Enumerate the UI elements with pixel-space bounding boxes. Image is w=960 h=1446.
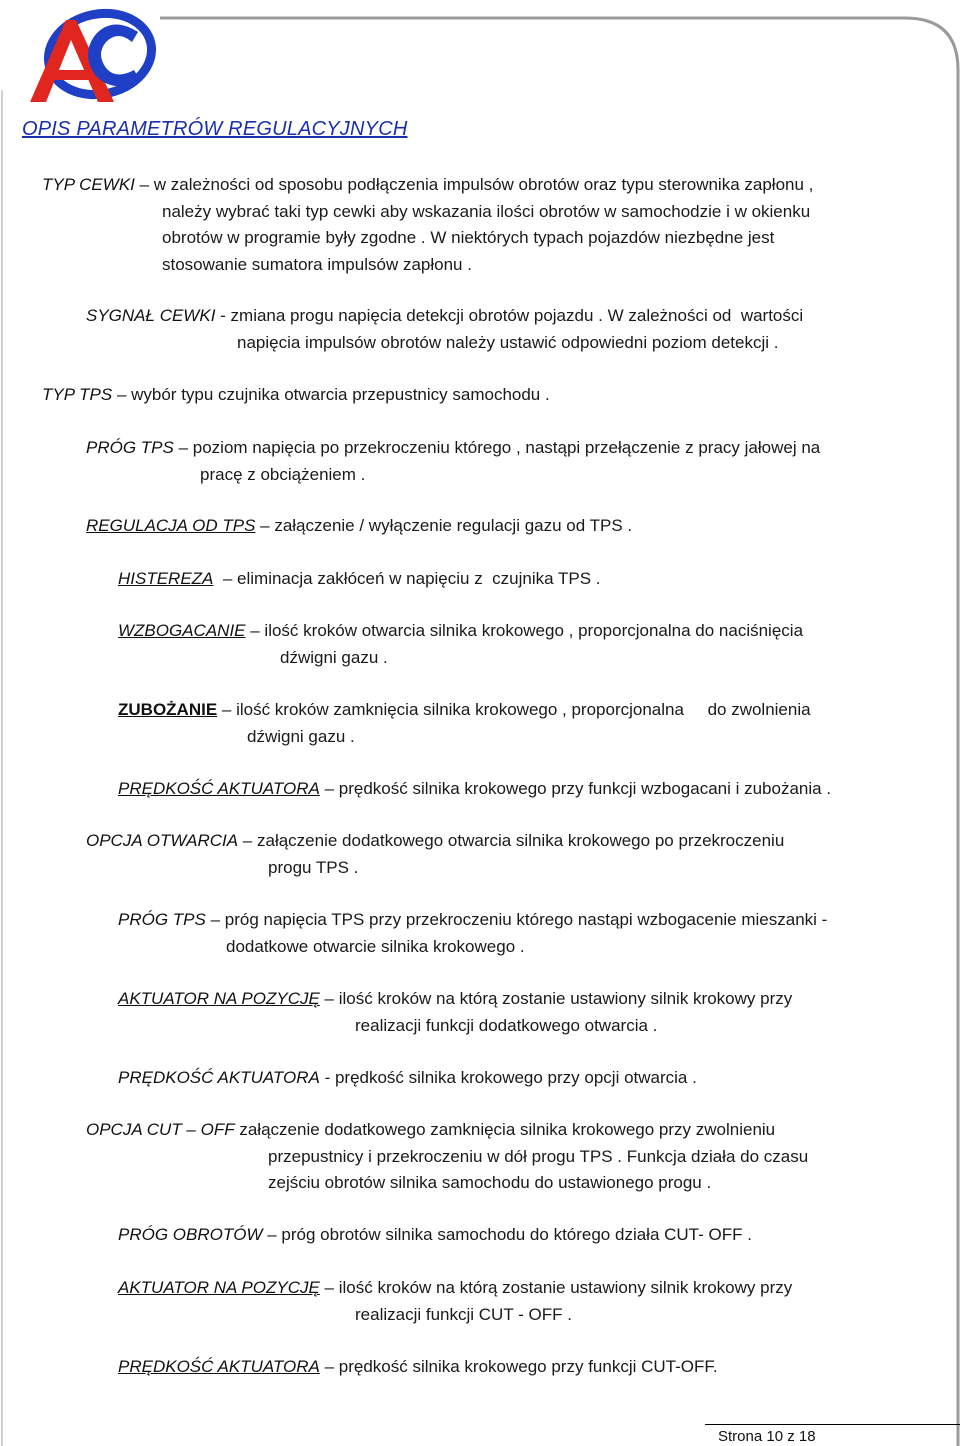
parameter-term: OPCJA CUT – OFF [86,1120,235,1139]
parameter-description: prędkość silnika krokowego przy funkcji CUT-OFF. [338,1357,718,1376]
description-continuation: dźwigni gazu . [247,726,355,746]
entry-first-line [118,618,803,645]
description-continuation: stosowanie sumatora impulsów zapłonu . [162,254,472,274]
entry-first-line [118,566,601,593]
parameter-entry [42,382,550,409]
parameter-description: prędkość silnika krokowego przy opcji otwarcia . [334,1068,697,1087]
parameter-description: poziom napięcia po przekroczeniu którego , nastąpi przełączenie z pracy jałowej na [192,438,821,457]
parameter-description: ilość kroków otwarcia silnika krokowego , proporcjonalna do naciśnięcia [264,621,804,640]
parameter-entry [86,828,784,881]
description-continuation: realizacji funkcji CUT - OFF . [355,1304,572,1324]
term-separator: – [319,989,339,1008]
parameter-entry [118,618,803,671]
term-separator: – [173,438,193,457]
term-separator: – [217,700,237,719]
parameter-description: wybór typu czujnika otwarcia przepustnicy samochodu . [131,385,550,404]
description-continuation: obrotów w programie były zgodne . W niektórych typach pojazdów niezbędne jest [162,228,775,247]
parameter-entry [118,1222,752,1249]
entry-first-line [118,907,827,934]
description-continuation: dodatkowe otwarcie silnika krokowego . [226,936,525,956]
parameter-entry [86,435,820,488]
parameter-description: załączenie / wyłączenie regulacji gazu od TPS . [274,516,633,535]
entry-first-line [118,776,831,803]
description-continuation: pracę z obciążeniem . [200,464,366,484]
description-continuation: należy wybrać taki typ cewki aby wskazania ilości obrotów w samochodzie i w okienku [162,201,811,221]
parameter-entry [118,907,827,960]
parameter-term: PRĘDKOŚĆ AKTUATORA [118,1357,320,1376]
term-separator: – [262,1225,282,1244]
parameter-description: próg napięcia TPS przy przekroczeniu którego nastąpi wzbogacenie mieszanki - [224,910,828,929]
footer-rule [705,1424,960,1425]
entry-first-line [86,1117,808,1144]
entry-first-line [42,172,813,199]
entry-first-line [42,382,550,409]
entry-first-line [118,1065,697,1092]
parameter-term: HISTEREZA [118,569,214,588]
parameter-term: REGULACJA OD TPS [86,516,256,535]
entry-first-line [118,1354,718,1381]
page-heading: OPIS PARAMETRÓW REGULACYJNYCH [22,118,408,140]
parameter-description: ilość kroków na którą zostanie ustawiony silnik krokowy przy [338,1278,793,1297]
parameter-entry [86,1117,808,1197]
term-separator: – [319,1278,339,1297]
term-separator: – [112,385,132,404]
term-separator: – [319,779,339,798]
parameter-description: zmiana progu napięcia detekcji obrotów pojazdu . W zależności od wartości [230,306,804,325]
parameter-term: PRĘDKOŚĆ AKTUATORA [118,779,320,798]
parameter-entry [86,513,632,540]
term-separator: – [245,621,265,640]
parameter-entry [118,1275,792,1328]
entry-first-line [86,513,632,540]
parameter-term: TYP CEWKI [42,175,135,194]
entry-first-line [118,1222,752,1249]
parameter-entry [118,1354,718,1381]
parameter-term: PRÓG OBROTÓW [118,1225,263,1244]
description-continuation: realizacji funkcji dodatkowego otwarcia . [355,1015,658,1035]
parameter-term: SYGNAŁ CEWKI [86,306,216,325]
parameter-term: PRÓG TPS [86,438,174,457]
entry-first-line [86,435,820,462]
entry-first-line [86,828,784,855]
term-separator: – [134,175,154,194]
parameter-entry [118,986,792,1039]
parameter-term: PRÓG TPS [118,910,206,929]
parameter-entry [118,776,831,803]
description-continuation: zejściu obrotów silnika samochodu do ustawionego progu . [268,1173,712,1192]
entry-first-line [118,1275,792,1302]
parameter-description: eliminacja zakłóceń w napięciu z czujnika TPS . [237,569,601,588]
parameter-term: WZBOGACANIE [118,621,246,640]
parameter-term: ZUBOŻANIE [118,700,218,719]
term-separator: – [255,516,275,535]
term-separator: – [238,831,257,850]
description-continuation: napięcia impulsów obrotów należy ustawić odpowiedni poziom detekcji . [237,332,779,352]
term-separator: - [319,1068,335,1087]
parameter-description: ilość kroków zamknięcia silnika krokowego , proporcjonalna do zwolnienia [236,700,811,719]
description-continuation: dźwigni gazu . [280,647,388,667]
entry-first-line [118,697,811,724]
entry-first-line [86,303,803,330]
description-continuation: przepustnicy i przekroczeniu w dół progu TPS . Funkcja działa do czasu [268,1146,809,1166]
parameter-description: załączenie dodatkowego otwarcia silnika krokowego po przekroczeniu [256,831,785,850]
term-separator: – [205,910,225,929]
term-separator: – [319,1357,339,1376]
parameter-term: PRĘDKOŚĆ AKTUATORA [118,1068,320,1087]
parameter-entry [118,566,601,593]
parameter-entry [118,1065,697,1092]
parameter-entry [118,697,811,750]
parameter-term: AKTUATOR NA POZYCJĘ [118,1278,320,1297]
parameter-entry [86,303,803,356]
description-continuation: progu TPS . [268,857,359,877]
parameter-description: ilość kroków na którą zostanie ustawiony silnik krokowy przy [338,989,793,1008]
entry-first-line [118,986,792,1013]
parameter-description: prędkość silnika krokowego przy funkcji wzbogacani i zubożania . [338,779,832,798]
parameter-description: próg obrotów silnika samochodu do którego działa CUT- OFF . [281,1225,752,1244]
term-separator: - [215,306,231,325]
page-number: Strona 10 z 18 [718,1428,816,1445]
parameter-term: OPCJA OTWARCIA [86,831,239,850]
parameter-entry [42,172,813,278]
parameter-term: TYP TPS [42,385,113,404]
ac-logo-icon [18,2,158,112]
parameter-term: AKTUATOR NA POZYCJĘ [118,989,320,1008]
term-separator: – [213,569,238,588]
parameter-description: w zależności od sposobu podłączenia impulsów obrotów oraz typu sterownika zapłonu , [153,175,814,194]
parameter-description: załączenie dodatkowego zamknięcia silnika krokowego przy zwolnieniu [239,1120,776,1139]
